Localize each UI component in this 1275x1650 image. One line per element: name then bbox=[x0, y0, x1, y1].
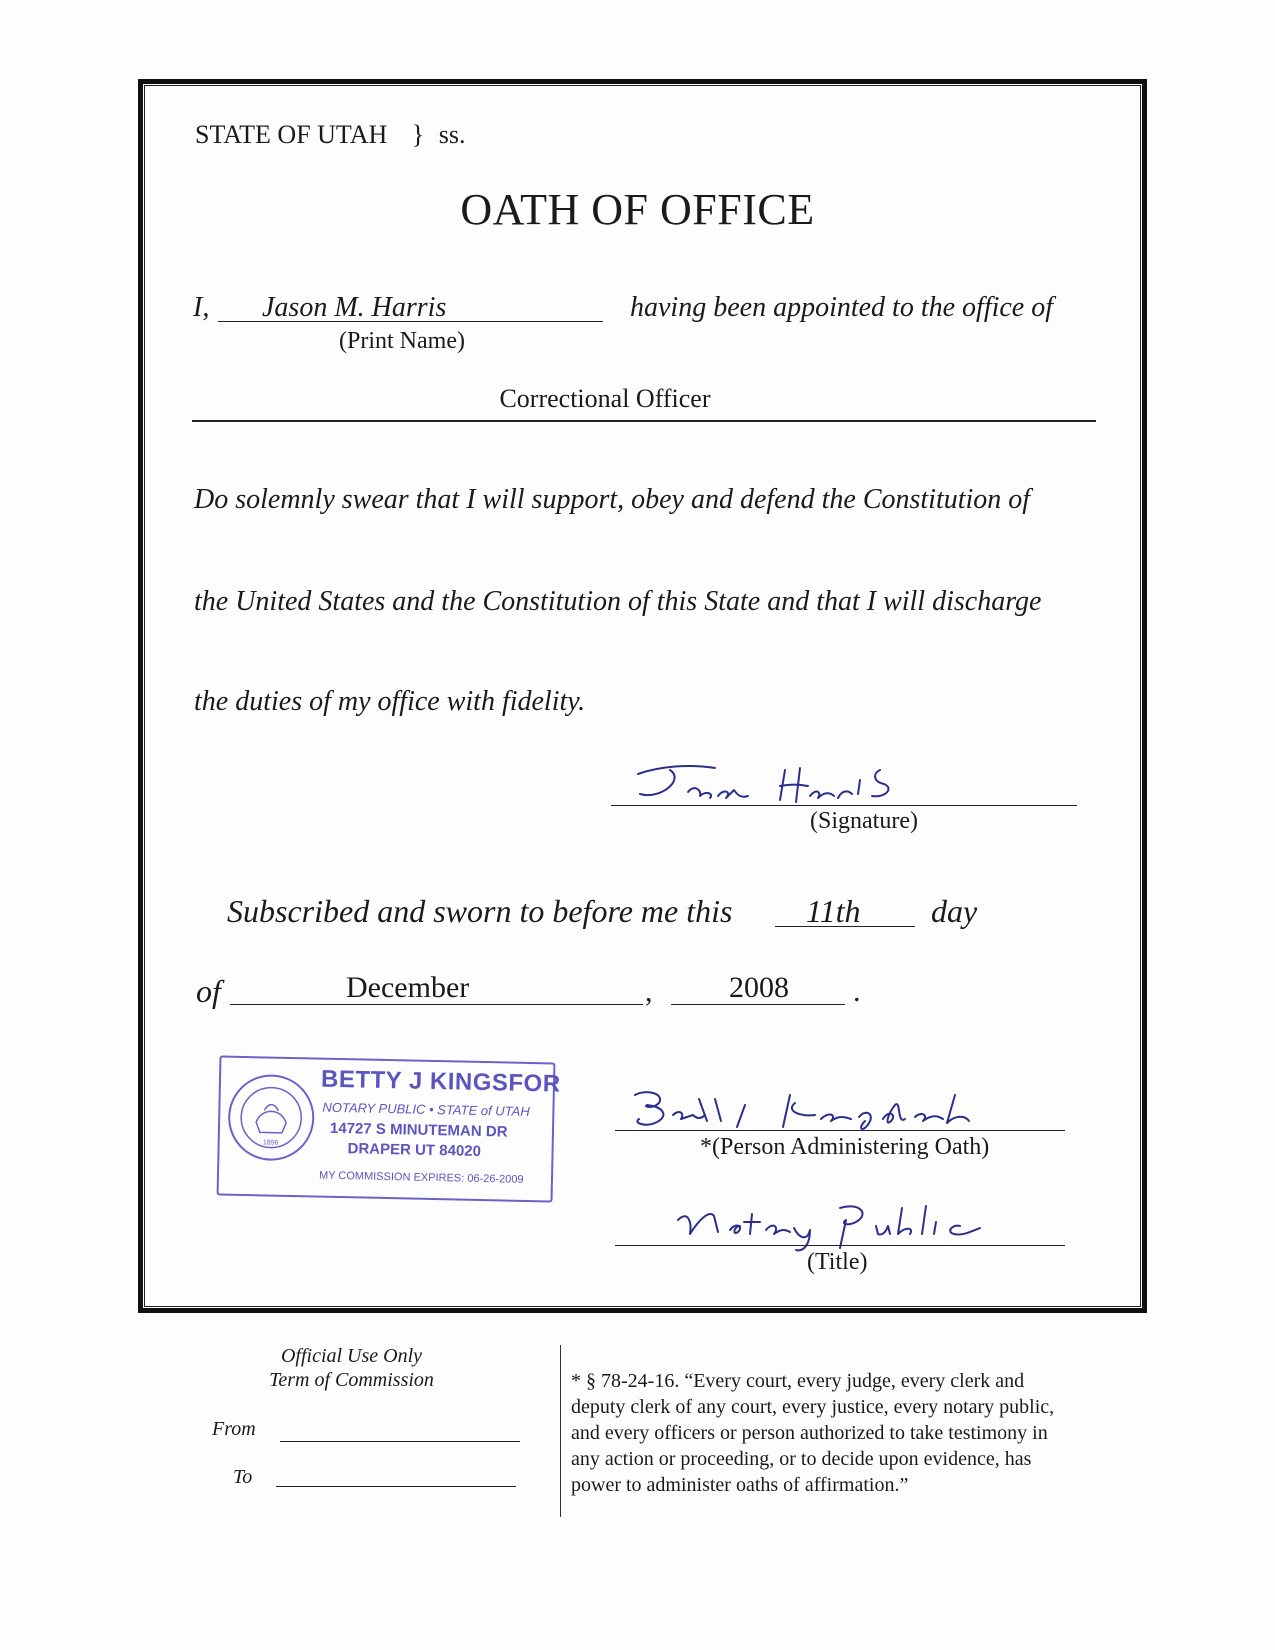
statute-text bbox=[571, 1368, 1054, 1498]
administrator-line bbox=[615, 1130, 1065, 1131]
statute-line-2: deputy clerk of any court, every justice, every notary public, bbox=[571, 1396, 1055, 1418]
state-seal-icon bbox=[225, 1072, 317, 1164]
state-heading bbox=[195, 120, 466, 150]
of-word: of bbox=[196, 973, 221, 1009]
stamp-city: DRAPER UT 84020 bbox=[347, 1140, 482, 1160]
office-line bbox=[192, 420, 1096, 422]
title-line bbox=[615, 1245, 1065, 1246]
oath-line-3: the duties of my office with fidelity. bbox=[194, 686, 586, 717]
seal-year: 1896 bbox=[262, 1139, 279, 1147]
title-signature-text: Notary Public bbox=[670, 1200, 676, 1201]
year-period: . bbox=[853, 975, 861, 1008]
document-title: OATH OF OFFICE bbox=[460, 185, 815, 234]
statute-line-3: and every officers or person authorized to take testimony in bbox=[571, 1422, 1048, 1444]
administrator-signature-text: Betty J Kingsford bbox=[625, 1085, 633, 1086]
stamp-address: 14727 S MINUTEMAN DR bbox=[329, 1119, 508, 1141]
signature-caption: (Signature) bbox=[810, 808, 918, 834]
oath-line-1: Do solemnly swear that I will support, obey and defend the Constitution of bbox=[194, 484, 1031, 515]
day-line bbox=[775, 926, 915, 927]
from-line bbox=[280, 1441, 520, 1442]
title-signature bbox=[670, 1200, 1000, 1255]
appointment-prefix: I, bbox=[193, 292, 210, 323]
oath-line-2: the United States and the Constitution of this State and that I will discharge bbox=[194, 586, 1042, 617]
stamp-name: BETTY J KINGSFOR bbox=[320, 1065, 561, 1098]
administrator-caption: *(Person Administering Oath) bbox=[700, 1134, 990, 1160]
venue-ss: ss. bbox=[438, 120, 466, 149]
subscribed-text: Subscribed and sworn to before me this bbox=[227, 893, 733, 929]
print-name-caption: (Print Name) bbox=[339, 328, 465, 354]
year-value: 2008 bbox=[729, 971, 789, 1004]
year-line bbox=[671, 1004, 845, 1005]
signature-line bbox=[611, 805, 1077, 806]
office-value: Correctional Officer bbox=[499, 384, 711, 413]
signature-text: Jason Harris bbox=[630, 760, 635, 761]
stamp-commission: NOTARY PUBLIC • STATE of UTAH bbox=[322, 1099, 530, 1120]
state-label: STATE OF UTAH bbox=[195, 120, 388, 149]
statute-line-4: any action or proceeding, or to decide upon evidence, has bbox=[571, 1448, 1032, 1470]
title-caption: (Title) bbox=[807, 1249, 868, 1275]
term-of-commission-label: Term of Commission bbox=[269, 1369, 434, 1391]
to-line bbox=[276, 1486, 516, 1487]
notary-stamp bbox=[217, 1055, 561, 1202]
venue-brace: } bbox=[411, 120, 425, 149]
official-use-label: Official Use Only bbox=[280, 1345, 423, 1367]
administrator-signature bbox=[625, 1085, 1005, 1135]
stamp-expiration: MY COMMISSION EXPIRES: 06-26-2009 bbox=[318, 1169, 524, 1186]
month-line bbox=[230, 1004, 643, 1005]
statute-line-5: power to administer oaths of affirmation.” bbox=[571, 1474, 909, 1496]
statute-line-1: * § 78-24-16. “Every court, every judge, every clerk and bbox=[571, 1370, 1025, 1392]
day-word: day bbox=[931, 893, 978, 929]
footer-divider bbox=[560, 1345, 561, 1517]
month-value: December bbox=[346, 971, 470, 1004]
day-value: 11th bbox=[806, 893, 861, 929]
to-label: To bbox=[233, 1466, 253, 1488]
from-label: From bbox=[212, 1418, 256, 1440]
month-comma: , bbox=[645, 975, 653, 1008]
appointment-phrase: having been appointed to the office of bbox=[630, 292, 1054, 323]
name-line bbox=[218, 321, 603, 322]
appointee-signature bbox=[630, 760, 930, 810]
appointee-name: Jason M. Harris bbox=[262, 292, 447, 323]
